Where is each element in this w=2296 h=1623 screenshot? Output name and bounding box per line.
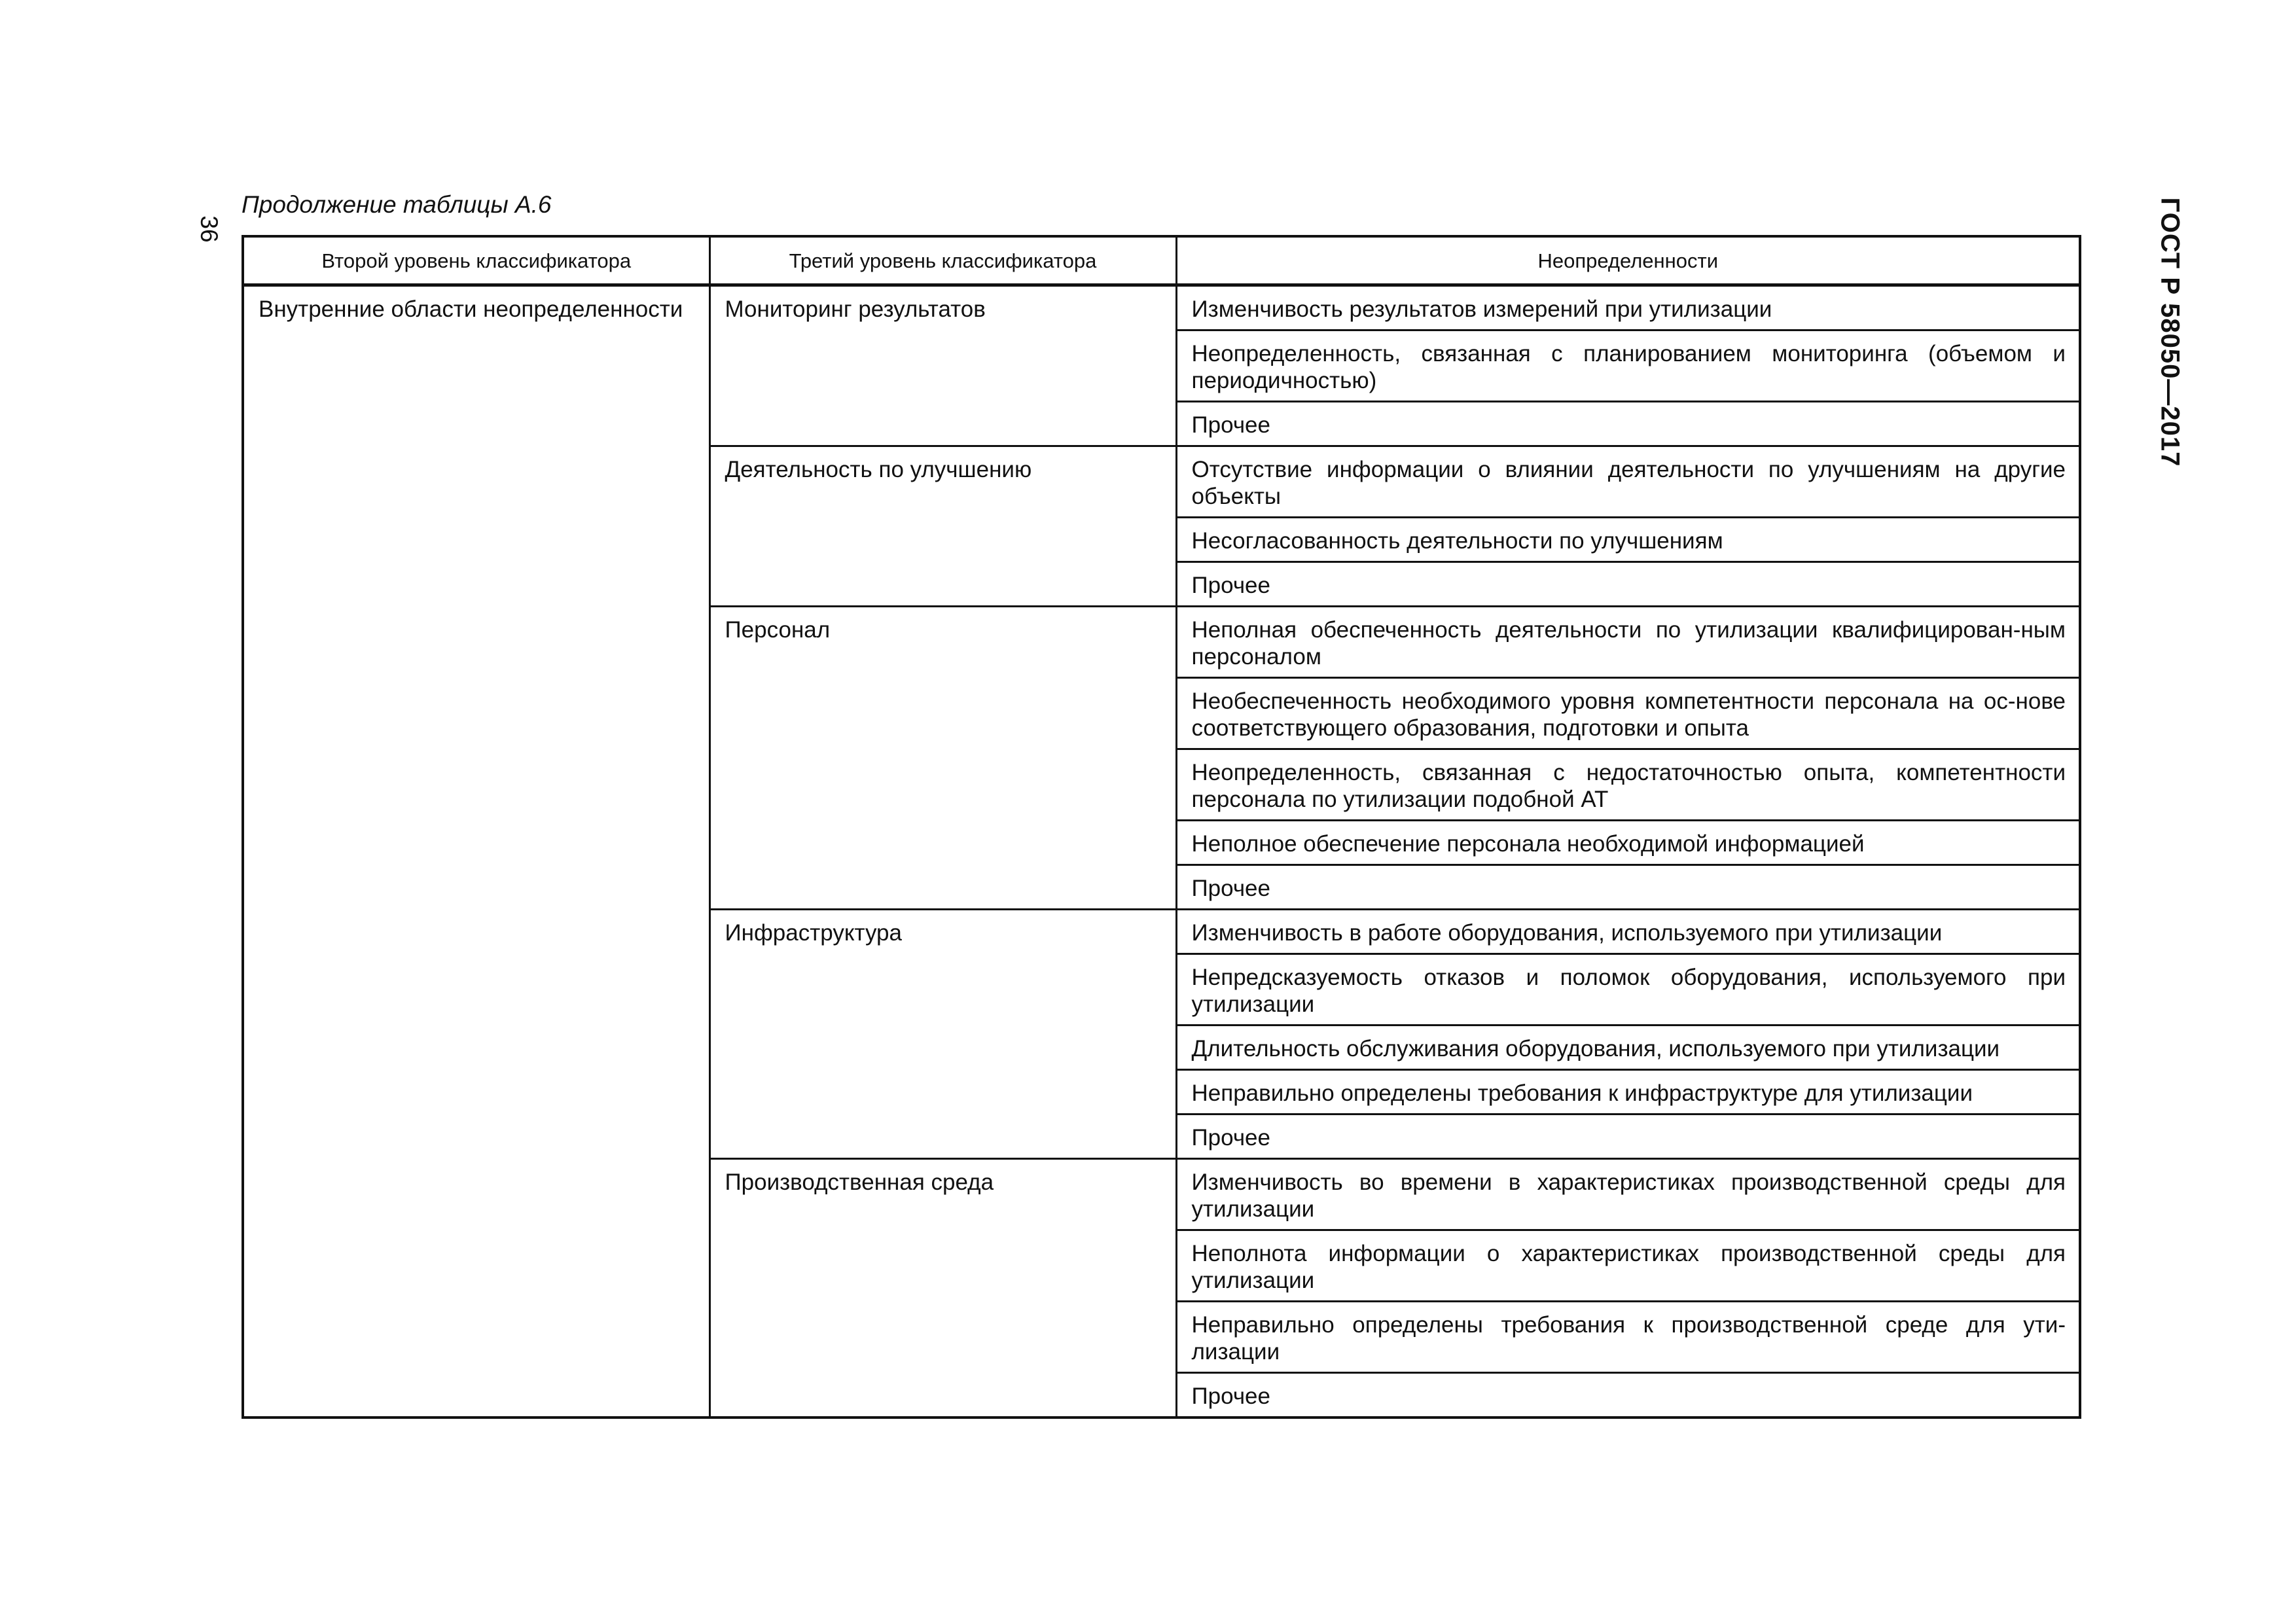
cell-uncertainty: Длительность обслуживания оборудования, используемого при утилизации — [1176, 1026, 2080, 1070]
document-id-label: ГОСТ Р 58050—2017 — [2155, 197, 2185, 467]
cell-uncertainty: Изменчивость результатов измерений при утилизации — [1176, 285, 2080, 330]
table-caption: Продолжение таблицы А.6 — [242, 191, 552, 218]
cell-level3: Деятельность по улучшению — [709, 446, 1176, 607]
header-uncertainties: Неопределенности — [1176, 236, 2080, 285]
cell-uncertainty: Неполнота информации о характеристиках производственной среды для утилизации — [1176, 1230, 2080, 1302]
cell-level3: Инфраструктура — [709, 910, 1176, 1159]
document-id — [2150, 194, 2189, 469]
cell-uncertainty: Прочее — [1176, 562, 2080, 607]
cell-uncertainty: Неполное обеспечение персонала необходимой информацией — [1176, 821, 2080, 865]
cell-level3: Персонал — [709, 607, 1176, 910]
cell-uncertainty: Прочее — [1176, 865, 2080, 910]
header-level2: Второй уровень классификатора — [243, 236, 709, 285]
cell-uncertainty: Неполная обеспеченность деятельности по утилизации квалифицирован-ным персоналом — [1176, 607, 2080, 678]
cell-uncertainty: Прочее — [1176, 1373, 2080, 1418]
classification-table — [242, 235, 2081, 1419]
cell-uncertainty: Прочее — [1176, 1115, 2080, 1159]
cell-uncertainty: Неопределенность, связанная с недостаточностью опыта, компетентности персонала по утилизации подобной АТ — [1176, 749, 2080, 821]
cell-uncertainty: Неправильно определены требования к производственной среде для ути-лизации — [1176, 1302, 2080, 1373]
cell-uncertainty: Прочее — [1176, 402, 2080, 446]
cell-uncertainty: Изменчивость в работе оборудования, используемого при утилизации — [1176, 910, 2080, 954]
cell-level2: Внутренние области неопределенности — [243, 285, 709, 1418]
cell-uncertainty: Неправильно определены требования к инфраструктуре для утилизации — [1176, 1070, 2080, 1115]
table-row — [243, 285, 2080, 330]
cell-uncertainty: Непредсказуемость отказов и поломок оборудования, используемого при утилизации — [1176, 954, 2080, 1026]
header-level3: Третий уровень классификатора — [709, 236, 1176, 285]
cell-uncertainty: Необеспеченность необходимого уровня компетентности персонала на ос-нове соответствующего образования, подготовки и опыта — [1176, 678, 2080, 749]
cell-uncertainty: Отсутствие информации о влиянии деятельности по улучшениям на другие объекты — [1176, 446, 2080, 518]
cell-level3: Производственная среда — [709, 1159, 1176, 1418]
cell-uncertainty: Несогласованность деятельности по улучшениям — [1176, 518, 2080, 562]
page-number: 36 — [196, 215, 223, 243]
cell-level3: Мониторинг результатов — [709, 285, 1176, 446]
table-header-row — [243, 236, 2080, 285]
cell-uncertainty: Неопределенность, связанная с планированием мониторинга (объемом и периодичностью) — [1176, 330, 2080, 402]
cell-uncertainty: Изменчивость во времени в характеристиках производственной среды для утилизации — [1176, 1159, 2080, 1230]
